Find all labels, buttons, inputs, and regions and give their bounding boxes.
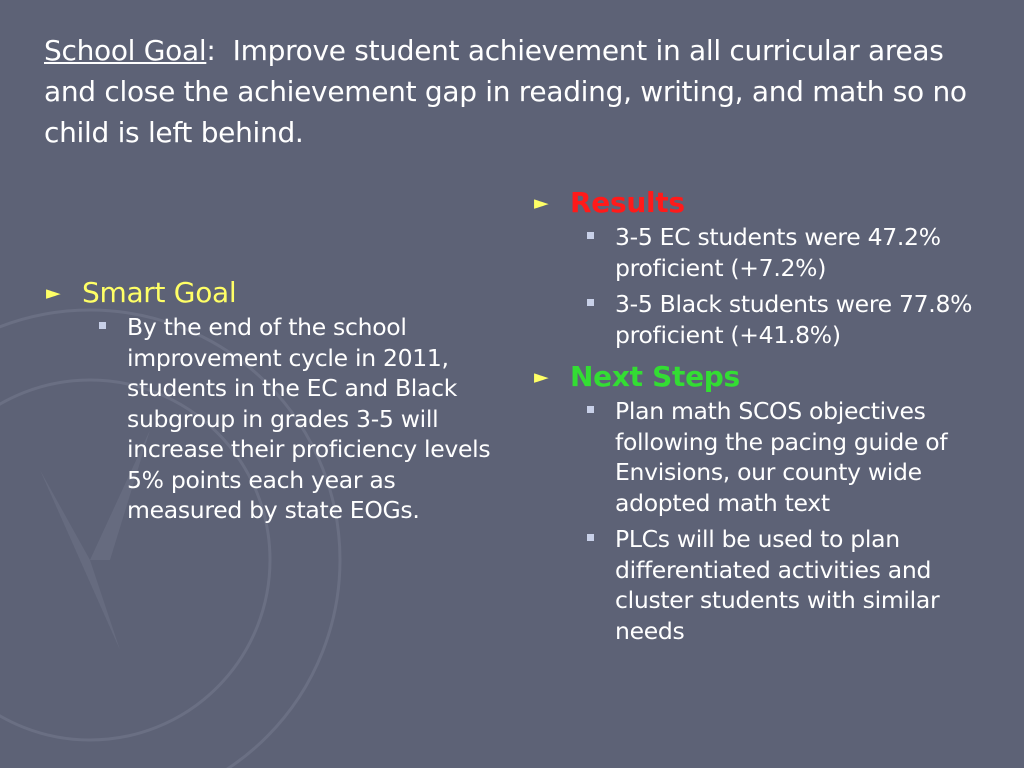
title-text: Improve student achievement in all curricular areas and close the achievement gap in reading, writing, and math so no child is left behind. [44,34,967,149]
square-bullet-icon [99,322,106,329]
next-steps-list [534,396,1004,646]
title-label: School Goal [44,34,207,67]
arrow-bullet-icon: ► [534,192,549,214]
square-bullet-icon [587,406,594,413]
results-heading: Results [570,186,685,219]
list-item [578,222,1004,283]
next-steps-heading: Next Steps [570,360,740,393]
list-item [578,524,1004,646]
smart-goal-heading-row [46,276,506,310]
list-item-text: By the end of the school improvement cycle in 2011, students in the EC and Black subgroup in grades 3-5 will increase their proficiency levels 5% points each year as measured by state EOGs. [127,313,491,524]
next-steps-heading-row [534,360,1004,394]
square-bullet-icon [587,534,594,541]
list-item-text: 3-5 EC students were 47.2% proficient (+7.2%) [615,223,941,282]
list-item [90,312,506,526]
list-item-text: PLCs will be used to plan differentiated activities and cluster students with similar needs [615,525,940,645]
results-heading-row [534,186,1004,220]
results-list [534,222,1004,350]
slide-title [44,30,994,153]
arrow-bullet-icon: ► [534,366,549,388]
smart-goal-heading: Smart Goal [82,276,237,309]
list-item-text: 3-5 Black students were 77.8% proficient (+41.8%) [615,290,973,349]
list-item [578,396,1004,518]
title-separator: : [206,34,216,67]
smart-goal-list [46,312,506,526]
results-section [534,186,1004,652]
smart-goal-section [46,276,506,532]
arrow-bullet-icon: ► [46,282,61,304]
list-item-text: Plan math SCOS objectives following the pacing guide of Envisions, our county wide adopted math text [615,397,948,517]
list-item [578,289,1004,350]
square-bullet-icon [587,232,594,239]
square-bullet-icon [587,299,594,306]
